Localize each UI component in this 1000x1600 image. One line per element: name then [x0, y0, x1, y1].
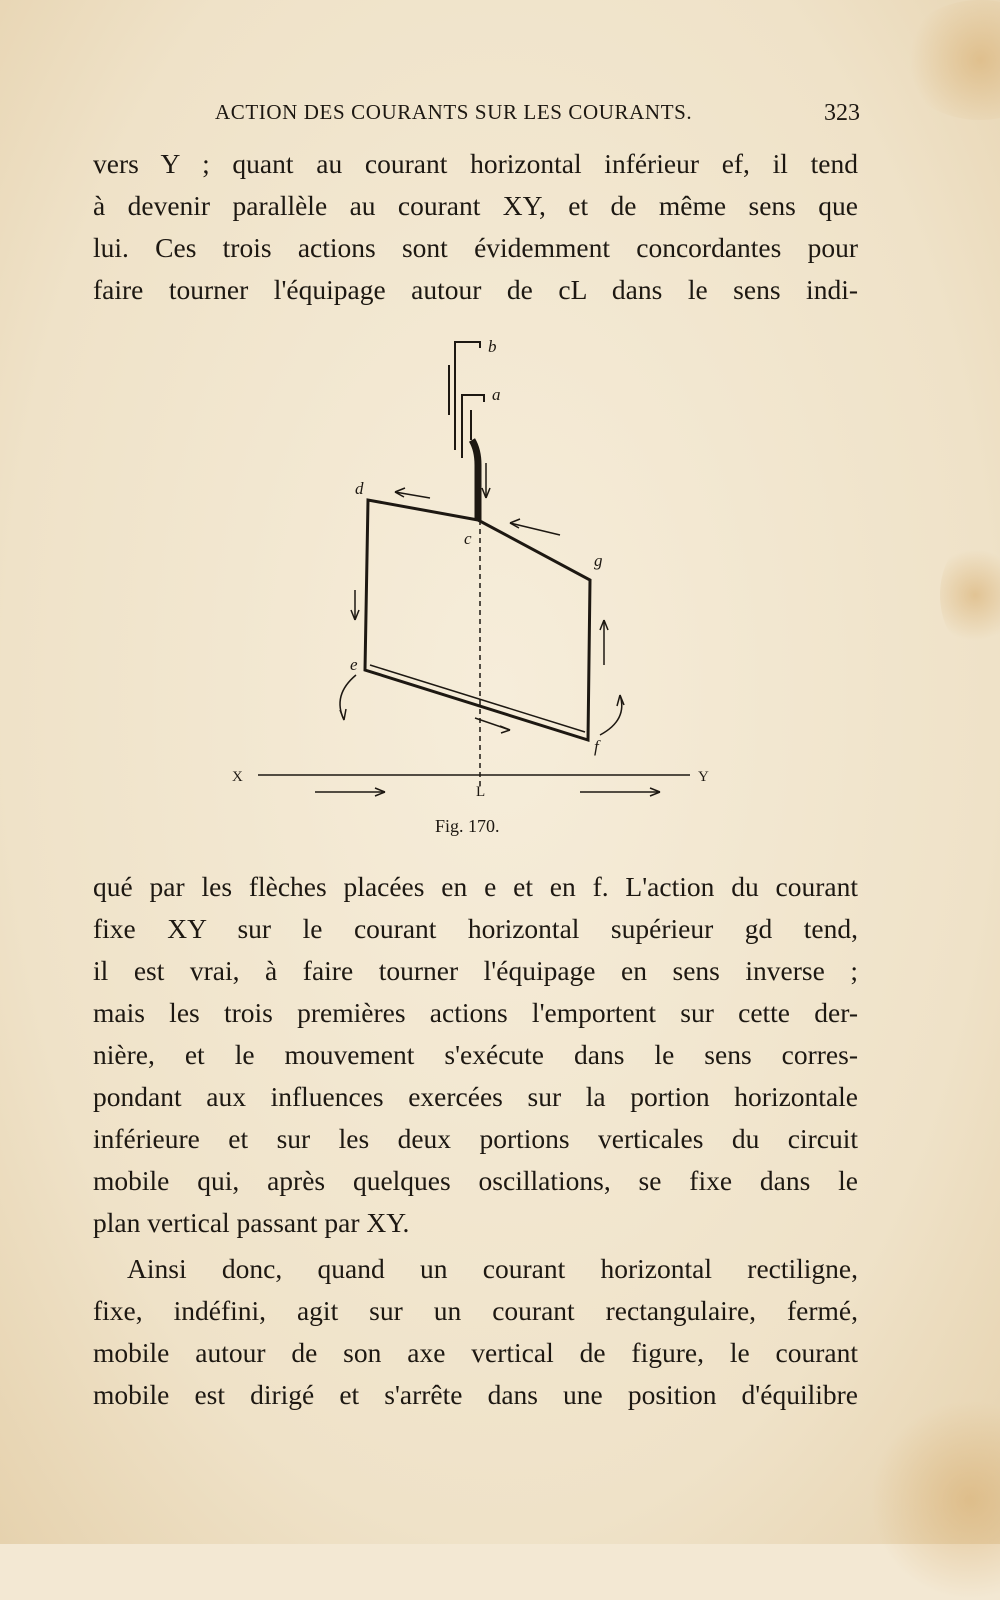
- text-line: faire tourner l'équipage autour de cL dans le sens indi-: [93, 274, 858, 305]
- text-line: fixe, indéfini, agit sur un courant rectangulaire, fermé,: [93, 1295, 858, 1326]
- text-line: vers Y ; quant au courant horizontal inférieur ef, il tend: [93, 148, 858, 179]
- foxing-stain: [900, 0, 1000, 120]
- text-line: fixe XY sur le courant horizontal supérieur gd tend,: [93, 913, 858, 944]
- text-line: mais les trois premières actions l'emportent sur cette der-: [93, 997, 858, 1028]
- running-title: ACTION DES COURANTS SUR LES COURANTS.: [215, 100, 693, 124]
- circuit-diagram: [220, 320, 740, 850]
- text-line: inférieure et sur les deux portions verticales du circuit: [93, 1123, 858, 1154]
- rotation-arrow-e: [340, 675, 356, 720]
- paragraph-top: [93, 143, 858, 311]
- foxing-stain: [870, 1400, 1000, 1600]
- text-line: plan vertical passant par XY.: [93, 1207, 410, 1238]
- label-f: f: [594, 737, 599, 756]
- text-line: à devenir parallèle au courant XY, et de même sens que: [93, 190, 858, 221]
- label-c: c: [464, 529, 472, 548]
- text-line: qué par les flèches placées en e et en f. L'action du courant: [93, 871, 858, 902]
- text-line: il est vrai, à faire tourner l'équipage en sens inverse ;: [93, 955, 858, 986]
- figure-caption: Fig. 170.: [435, 816, 500, 836]
- label-e: e: [350, 655, 358, 674]
- label-g: g: [594, 551, 603, 570]
- rectangle-circuit: [365, 500, 590, 740]
- label-d: d: [355, 479, 364, 498]
- text-line: lui. Ces trois actions sont évidemment concordantes pour: [93, 232, 858, 263]
- label-y: Y: [698, 769, 709, 785]
- text-line: nière, et le mouvement s'exécute dans le sens corres-: [93, 1039, 858, 1070]
- label-l: L: [476, 784, 486, 800]
- page-header: [215, 100, 860, 136]
- figure-170: [220, 320, 740, 850]
- page-number: 323: [824, 100, 860, 126]
- central-rod: [472, 440, 478, 520]
- text-line: mobile est dirigé et s'arrête dans une position d'équilibre: [93, 1379, 858, 1410]
- label-x: X: [232, 769, 243, 785]
- text-line: mobile autour de son axe vertical de figure, le courant: [93, 1337, 858, 1368]
- foxing-stain: [940, 540, 1000, 650]
- text-line: pondant aux influences exercées sur la portion horizontale: [93, 1081, 858, 1112]
- label-a: a: [492, 385, 501, 404]
- paragraph-middle: [93, 866, 858, 1244]
- label-b: b: [488, 337, 497, 356]
- text-line: Ainsi donc, quand un courant horizontal rectiligne,: [127, 1253, 858, 1284]
- paragraph-bottom: [93, 1248, 858, 1416]
- text-line: mobile qui, après quelques oscillations, se fixe dans le: [93, 1165, 858, 1196]
